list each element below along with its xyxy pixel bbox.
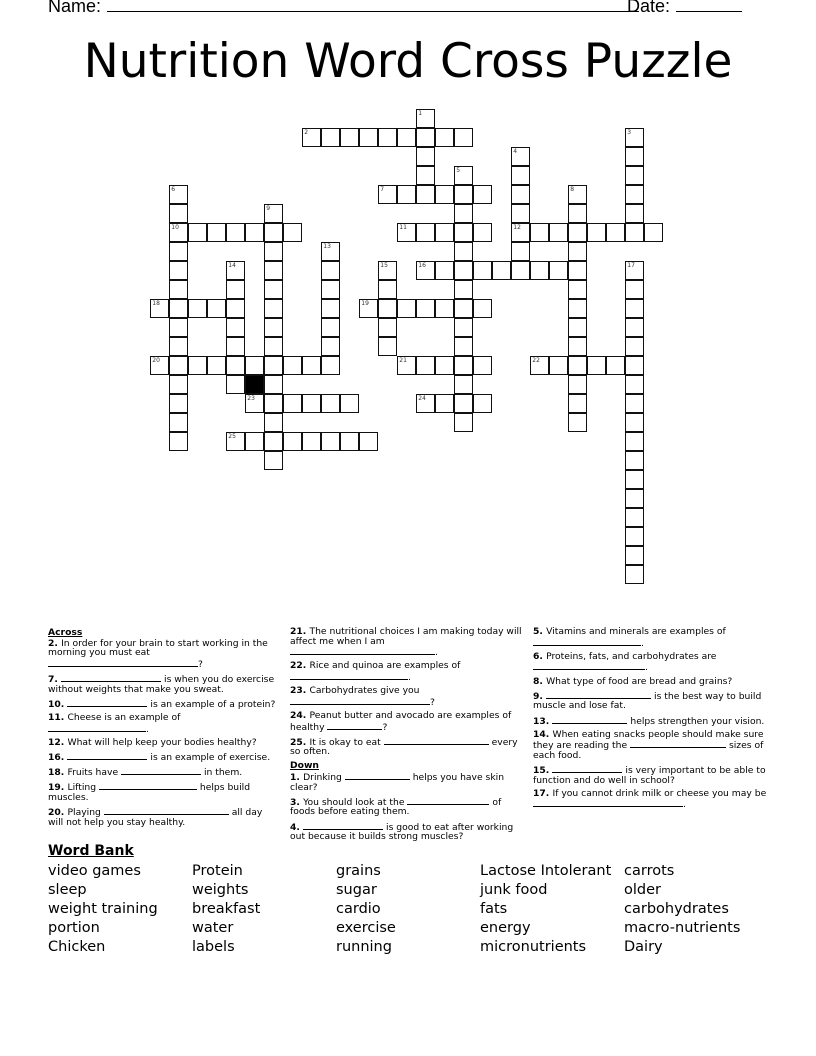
clue-number: 10 [171,224,179,232]
grid-cell[interactable] [435,128,454,147]
grid-cell[interactable] [226,223,245,242]
grid-cell[interactable] [416,128,435,147]
grid-cell[interactable] [511,242,530,261]
clue-number: 7 [380,186,385,194]
grid-cell[interactable] [226,375,245,394]
grid-cell[interactable] [264,204,283,223]
grid-cell[interactable] [378,280,397,299]
clue-item: 19. Lifting helps build muscles. [48,782,251,803]
grid-cell[interactable] [454,204,473,223]
grid-cell[interactable] [321,337,340,356]
grid-cell[interactable] [473,261,492,280]
grid-cell[interactable] [397,299,416,318]
grid-cell[interactable] [568,261,587,280]
clue-item: 4. is good to eat after working out because it builds strong muscles? [290,821,514,843]
clue-number: 23 [247,395,255,403]
grid-cell[interactable] [625,337,644,356]
clue-number: 19 [361,300,369,308]
clues-column-1 [48,627,280,831]
word-bank-word: micronutrients [480,939,587,955]
grid-cell[interactable] [625,261,644,280]
grid-cell[interactable] [568,375,587,394]
grid-cell[interactable] [264,356,283,375]
answer-blank [104,806,229,815]
grid-cell[interactable] [435,299,454,318]
grid-cell[interactable] [226,318,245,337]
grid-cell[interactable] [150,299,169,318]
grid-cell[interactable] [625,489,644,508]
grid-cell[interactable] [283,432,302,451]
grid-cell[interactable] [473,394,492,413]
word-bank-word: weight training [48,901,158,917]
answer-blank [99,781,197,790]
grid-cell[interactable] [245,356,264,375]
grid-cell[interactable] [169,242,188,261]
grid-cell[interactable] [378,318,397,337]
grid-cell[interactable] [283,394,302,413]
grid-cell[interactable] [568,223,587,242]
word-bank-column [624,862,740,957]
clue-item: 2. In order for your brain to start working in the morning you must eat ? [48,637,268,670]
grid-cell[interactable] [454,337,473,356]
grid-cell[interactable] [226,337,245,356]
grid-cell[interactable] [245,432,264,451]
grid-cell[interactable] [264,318,283,337]
answer-blank [407,796,489,805]
date-label: Date: [627,0,671,16]
grid-cell[interactable] [321,318,340,337]
grid-cell[interactable] [416,356,435,375]
grid-cell[interactable] [397,223,416,242]
answer-blank [290,671,408,680]
word-bank-column [480,862,611,957]
grid-cell[interactable] [511,223,530,242]
grid-cell[interactable] [283,223,302,242]
grid-cell[interactable] [264,299,283,318]
grid-cell[interactable] [549,356,568,375]
grid-cell[interactable] [150,356,169,375]
word-bank-word: Chicken [48,939,106,955]
grid-cell[interactable] [454,261,473,280]
grid-cell[interactable] [264,223,283,242]
grid-cell[interactable] [397,128,416,147]
grid-cell[interactable] [492,261,511,280]
grid-cell[interactable] [625,470,644,489]
grid-cell[interactable] [454,166,473,185]
grid-cell[interactable] [435,223,454,242]
grid-cell[interactable] [416,223,435,242]
grid-cell[interactable] [226,356,245,375]
grid-cell[interactable] [625,185,644,204]
grid-cell[interactable] [511,261,530,280]
grid-cell[interactable] [530,356,549,375]
clue-number: 20 [152,357,160,365]
grid-cell[interactable] [378,261,397,280]
grid-cell[interactable] [226,261,245,280]
grid-cell[interactable] [416,147,435,166]
grid-cell[interactable] [378,128,397,147]
grid-cell[interactable] [188,299,207,318]
grid-cell[interactable] [264,261,283,280]
grid-cell[interactable] [264,337,283,356]
grid-cell[interactable] [169,204,188,223]
grid-cell[interactable] [625,375,644,394]
grid-cell[interactable] [625,413,644,432]
clue-item: 3. You should look at the of foods before eating them. [290,796,502,818]
grid-cell[interactable] [397,356,416,375]
grid-cell[interactable] [454,413,473,432]
grid-cell[interactable] [568,356,587,375]
grid-cell[interactable] [625,299,644,318]
grid-cell[interactable] [530,261,549,280]
grid-cell[interactable] [435,356,454,375]
grid-cell[interactable] [207,223,226,242]
grid-cell[interactable] [378,299,397,318]
word-bank-word: weights [192,882,249,898]
clue-number: 4 [513,148,518,156]
grid-cell[interactable] [321,394,340,413]
clue-item: 11. Cheese is an example of . [48,711,181,735]
grid-cell[interactable] [568,413,587,432]
grid-cell[interactable] [644,223,663,242]
answer-blank [48,723,146,732]
clue-number: 17 [627,262,635,270]
clue-item: 17. If you cannot drink milk or cheese you may be . [533,787,767,811]
clue-section-heading: Across [48,627,83,638]
grid-cell[interactable] [359,128,378,147]
grid-cell[interactable] [511,185,530,204]
grid-cell[interactable] [245,394,264,413]
word-bank-word: running [336,939,392,955]
grid-cell[interactable] [587,356,606,375]
grid-cell[interactable] [169,432,188,451]
clue-number: 21 [399,357,407,365]
grid-cell[interactable] [416,166,435,185]
clue-item: 15. is very important to be able to function and do well in school? [533,765,766,786]
grid-cell[interactable] [625,527,644,546]
grid-cell[interactable] [435,394,454,413]
word-bank-word: Protein [192,863,243,879]
grid-cell[interactable] [454,280,473,299]
grid-cell[interactable] [606,223,625,242]
grid-cell[interactable] [264,242,283,261]
grid-cell[interactable] [169,356,188,375]
grid-cell[interactable] [549,223,568,242]
clue-number: 15 [380,262,388,270]
grid-cell[interactable] [169,261,188,280]
grid-cell[interactable] [625,508,644,527]
answer-blank [533,661,645,670]
clue-item: 9. is the best way to build muscle and lose fat. [533,690,762,712]
word-bank-word: labels [192,939,235,955]
clue-item: 8. What type of food are bread and grains? [533,675,733,687]
clue-number: 2 [304,129,309,137]
grid-cell[interactable] [473,299,492,318]
word-bank-word: energy [480,920,531,936]
grid-cell[interactable] [169,318,188,337]
grid-cell[interactable] [511,166,530,185]
answer-blank [384,736,489,745]
grid-cell[interactable] [568,185,587,204]
clue-item: 18. Fruits have in them. [48,767,243,779]
grid-cell[interactable] [568,299,587,318]
grid-cell[interactable] [226,432,245,451]
word-bank-word: portion [48,920,100,936]
grid-cell[interactable] [625,432,644,451]
grid-cell[interactable] [625,318,644,337]
grid-cell[interactable] [530,223,549,242]
grid-cell[interactable] [568,318,587,337]
clue-number: 16 [418,262,426,270]
grid-cell[interactable] [302,394,321,413]
grid-cell[interactable] [321,128,340,147]
grid-cell[interactable] [340,432,359,451]
clues-column-2 [290,627,522,845]
word-bank-word: carrots [624,863,675,879]
grid-cell[interactable] [606,356,625,375]
grid-cell[interactable] [302,432,321,451]
grid-cell[interactable] [226,299,245,318]
grid-cell[interactable] [169,299,188,318]
grid-cell[interactable] [473,185,492,204]
answer-blank [533,637,641,646]
grid-cell[interactable] [321,261,340,280]
grid-cell[interactable] [416,299,435,318]
grid-cell[interactable] [625,565,644,584]
answer-blank [61,673,161,682]
clue-number: 18 [152,300,160,308]
clue-item: 24. Peanut butter and avocado are examples of healthy ? [290,709,512,733]
clue-number: 8 [570,186,575,194]
clue-item: 14. When eating snacks people should make sure they are reading the sizes of each food. [533,728,764,761]
grid-cell[interactable] [321,432,340,451]
grid-cell[interactable] [169,394,188,413]
grid-cell[interactable] [625,546,644,565]
word-bank-word: grains [336,863,381,879]
clue-item: 7. is when you do exercise without weights that make you sweat. [48,673,275,695]
name-label: Name: [48,0,102,16]
clue-item: 25. It is okay to eat every so often. [290,736,518,758]
clue-section-heading: Down [290,759,319,771]
grid-cell[interactable] [188,223,207,242]
word-bank-word: junk food [480,882,548,898]
grid-cell[interactable] [302,128,321,147]
word-bank-word: exercise [336,920,396,936]
grid-cell[interactable] [625,394,644,413]
word-bank-column [192,862,260,957]
grid-cell[interactable] [416,109,435,128]
grid-cell[interactable] [359,299,378,318]
grid-cell[interactable] [264,432,283,451]
grid-cell[interactable] [264,451,283,470]
word-bank-word: carbohydrates [624,901,729,917]
word-bank-column [48,862,158,957]
grid-cell[interactable] [454,394,473,413]
grid-cell[interactable] [454,128,473,147]
word-bank-word: macro-nutrients [624,920,741,936]
clue-item: 13. helps strengthen your vision. [533,715,765,727]
answer-blank [630,739,726,748]
grid-cell[interactable] [435,185,454,204]
grid-cell[interactable] [416,394,435,413]
answer-blank [67,751,147,760]
answer-blank [303,821,383,830]
grid-cell[interactable] [454,242,473,261]
grid-cell[interactable] [245,223,264,242]
answer-blank [121,766,201,775]
grid-cell[interactable] [264,413,283,432]
grid-cell[interactable] [549,261,568,280]
clues-column-3 [533,627,768,814]
clue-number: 3 [627,129,632,137]
word-bank-word: cardio [336,901,381,917]
word-bank-title: Word Bank [48,843,134,859]
grid-cell[interactable] [625,166,644,185]
clue-number: 12 [513,224,521,232]
grid-cell[interactable] [625,451,644,470]
grid-cell[interactable] [625,147,644,166]
word-bank-word: sugar [336,882,377,898]
clue-number: 5 [456,167,461,175]
word-bank-word: older [624,882,661,898]
grid-cell[interactable] [454,185,473,204]
grid-cell[interactable] [435,261,454,280]
grid-cell[interactable] [625,356,644,375]
grid-cell[interactable] [340,394,359,413]
grid-cell[interactable] [568,337,587,356]
grid-cell[interactable] [169,375,188,394]
grid-cell[interactable] [454,356,473,375]
word-bank-word: Lactose Intolerant [480,863,612,879]
grid-cell[interactable] [264,394,283,413]
answer-blank [533,798,683,807]
clue-number: 1 [418,110,423,118]
grid-cell[interactable] [454,318,473,337]
word-bank-word: water [192,920,234,936]
word-bank-word: video games [48,863,141,879]
grid-cell[interactable] [568,242,587,261]
grid-cell[interactable] [321,242,340,261]
grid-cell[interactable] [454,299,473,318]
grid-cell[interactable] [321,299,340,318]
grid-cell[interactable] [397,185,416,204]
answer-blank [552,715,627,724]
grid-cell[interactable] [473,223,492,242]
clue-item: 23. Carbohydrates give you ? [290,685,435,708]
clue-item: 5. Vitamins and minerals are examples of . [533,626,726,649]
grid-cell[interactable] [416,185,435,204]
grid-cell[interactable] [169,185,188,204]
grid-cell[interactable] [264,375,283,394]
grid-cell[interactable] [169,280,188,299]
clue-number: 22 [532,357,540,365]
clue-item: 10. is an example of a protein? [48,698,276,710]
grid-cell[interactable] [321,356,340,375]
clue-number: 6 [171,186,176,194]
grid-cell[interactable] [169,337,188,356]
grid-cell[interactable] [454,375,473,394]
grid-cell[interactable] [625,128,644,147]
word-bank-word: fats [480,901,508,917]
grid-cell[interactable] [378,337,397,356]
word-bank-word: sleep [48,882,87,898]
clue-item: 1. Drinking helps you have skin clear? [290,772,505,793]
clue-item: 22. Rice and quinoa are examples of . [290,660,461,683]
word-bank-word: breakfast [192,901,261,917]
clue-number: 13 [323,243,331,251]
answer-blank [48,658,198,667]
answer-blank [290,646,435,655]
clue-number: 25 [228,433,236,441]
grid-cell[interactable] [340,128,359,147]
grid-cell[interactable] [625,223,644,242]
clue-item: 12. What will help keep your bodies healthy? [48,736,257,748]
grid-cell[interactable] [359,432,378,451]
answer-blank [345,771,410,780]
grid-cell[interactable] [511,147,530,166]
grid-cell[interactable] [568,280,587,299]
grid-cell[interactable] [625,280,644,299]
clue-item: 6. Proteins, fats, and carbohydrates are . [533,650,717,674]
grid-cell[interactable] [169,223,188,242]
grid-cell[interactable] [207,356,226,375]
grid-cell[interactable] [625,204,644,223]
clue-item: 20. Playing all day will not help you stay healthy. [48,807,263,828]
grid-cell[interactable] [454,223,473,242]
black-cell [245,375,264,394]
word-bank-word: Dairy [624,939,663,955]
answer-blank [546,690,651,699]
grid-cell[interactable] [188,356,207,375]
page-title: Nutrition Word Cross Puzzle [83,34,733,89]
grid-cell[interactable] [587,223,606,242]
grid-cell[interactable] [416,261,435,280]
answer-blank [327,721,382,730]
clue-number: 14 [228,262,236,270]
grid-cell[interactable] [283,356,302,375]
grid-cell[interactable] [321,280,340,299]
clue-number: 11 [399,224,407,232]
grid-cell[interactable] [226,280,245,299]
answer-blank [67,698,147,707]
grid-cell[interactable] [473,356,492,375]
grid-cell[interactable] [378,185,397,204]
clue-number: 24 [418,395,426,403]
word-bank-column [336,862,396,957]
grid-cell[interactable] [207,299,226,318]
clue-item: 21. The nutritional choices I am making today will affect me when I am . [290,626,522,659]
clue-number: 9 [266,205,271,213]
clue-item: 16. is an example of exercise. [48,751,271,763]
answer-blank [290,696,430,705]
answer-blank [552,764,622,773]
grid-cell[interactable] [511,204,530,223]
grid-cell[interactable] [568,394,587,413]
grid-cell[interactable] [302,356,321,375]
grid-cell[interactable] [169,413,188,432]
grid-cell[interactable] [264,280,283,299]
grid-cell[interactable] [568,204,587,223]
